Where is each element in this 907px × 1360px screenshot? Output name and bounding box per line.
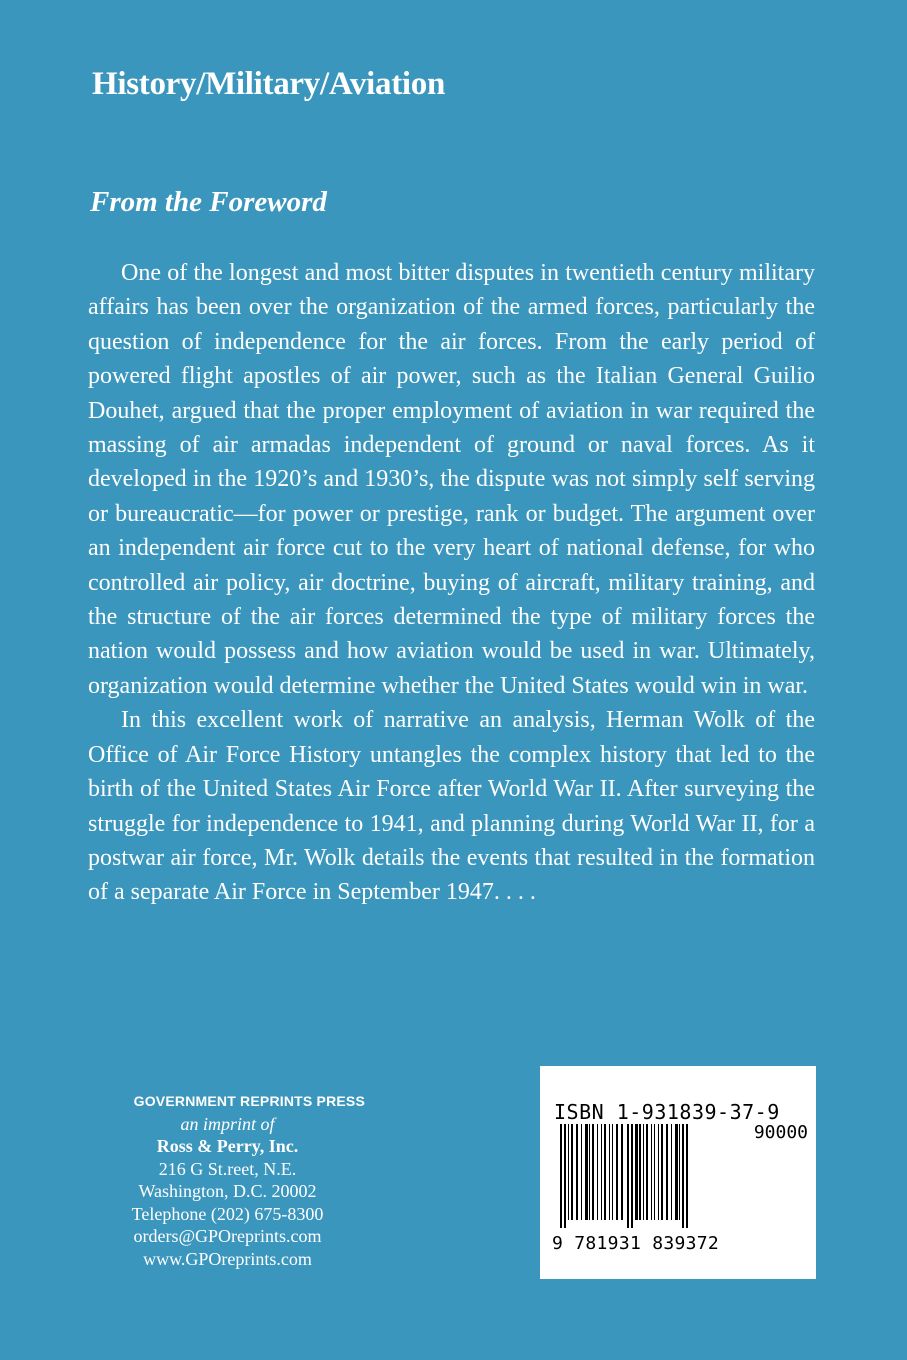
publisher-email: orders@GPOreprints.com: [133, 1226, 322, 1246]
publisher-company: Ross & Perry, Inc.: [156, 1136, 299, 1156]
foreword-body: [88, 256, 815, 910]
foreword-paragraph-2: In this excellent work of narrative an analysis, Herman Wolk of the Office of Air Force History untangles the complex history that led to the birth of the United States Air Force after World War II. After surveying the struggle for independence to 1941, and planning during World War II, for a postwar air force, Mr. Wolk details the events that resulted in the formation of a separate Air Force in September 1947. . . .: [88, 707, 815, 906]
isbn-number: ISBN 1-931839-37-9: [554, 1100, 780, 1124]
isbn-barcode-label: [540, 1066, 816, 1279]
barcode-bars: [560, 1124, 750, 1232]
publisher-block: [90, 1090, 365, 1270]
ean-number: 9 781931 839372: [552, 1233, 720, 1254]
publisher-phone: Telephone (202) 675-8300: [131, 1203, 324, 1224]
price-code: 90000: [753, 1122, 808, 1143]
publisher-city: Washington, D.C. 20002: [138, 1181, 317, 1201]
publisher-street: 216 G St.reet, N.E.: [158, 1158, 297, 1179]
foreword-paragraph-1: One of the longest and most bitter disputes in twentieth century military affairs has been over the organization of the armed forces, particularly the question of independence for the air forces. From the early period of powered flight apostles of air power, such as the Italian General Guilio Douhet, argued that the proper employment of aviation in war required the massing of air armadas independent of ground or naval forces. As it developed in the 1920’s and 1930’s, the dispute was not simply self serving or bureaucratic—for power or prestige, rank or budget. The argument over an independent air force cut to the very heart of national defense, for who controlled air policy, air doctrine, buying of aircraft, military training, and the structure of the air forces determined the type of military forces the nation would possess and how aviation would be used in war. Ultimately, organization would determine whether the United States would win in war.: [88, 260, 815, 699]
publisher-website: www.GPOreprints.com: [143, 1248, 312, 1269]
foreword-heading: From the Foreword: [90, 186, 327, 218]
publisher-imprint: an imprint of: [180, 1113, 275, 1134]
category-heading: History/Military/Aviation: [92, 66, 446, 102]
publisher-press-name: GOVERNMENT REPRINTS PRESS: [133, 1093, 365, 1109]
